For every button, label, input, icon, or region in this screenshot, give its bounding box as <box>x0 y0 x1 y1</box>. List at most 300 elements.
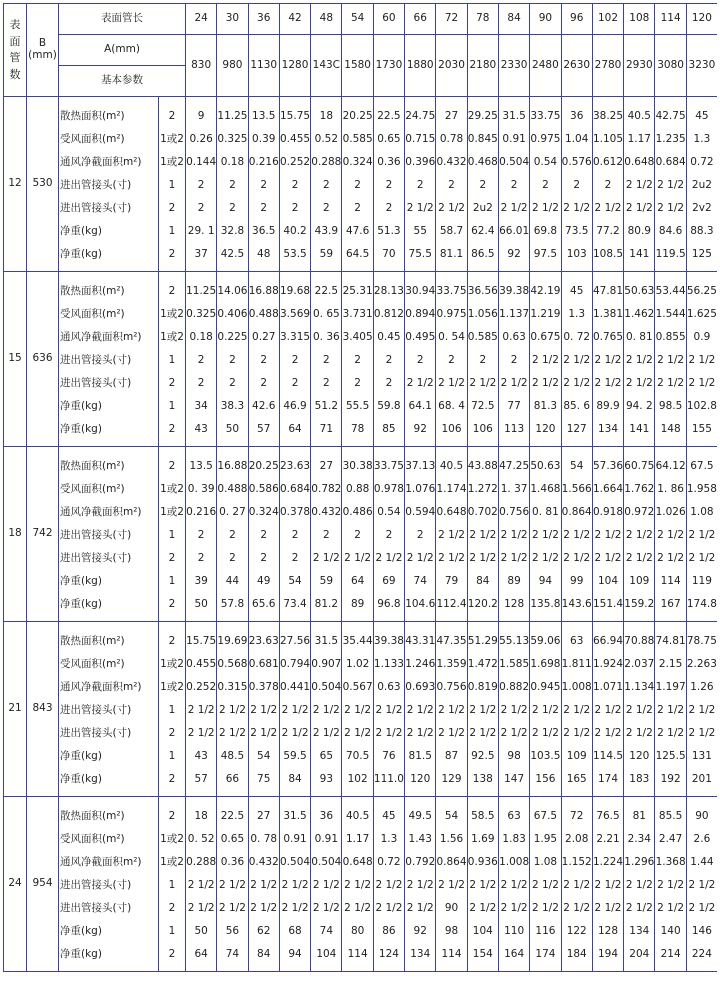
value-column <box>655 447 686 622</box>
qty-list <box>159 797 186 972</box>
cell-value: 2 1/2 <box>657 377 685 389</box>
cell-value: 89 <box>350 598 365 610</box>
value-column <box>530 97 561 272</box>
cell-value: 0.216 <box>248 156 279 168</box>
param-name: 净重(kg) <box>60 948 102 960</box>
cell-value: 0.782 <box>311 483 342 495</box>
cell-value: 56.25 <box>686 285 717 297</box>
value-column <box>530 797 561 972</box>
cell-value: 66.94 <box>592 635 624 647</box>
cell-value: 42.75 <box>655 110 686 122</box>
value-column <box>342 622 373 797</box>
cell-value: 47.25 <box>499 460 530 472</box>
cell-value: 60.75 <box>624 460 655 472</box>
cell-value: 120 <box>629 750 650 762</box>
cell-value: 58.7 <box>439 225 464 237</box>
cell-value: 0. 27 <box>219 506 246 518</box>
qty-value: 1 <box>168 750 176 762</box>
cell-value: 151.4 <box>592 598 624 610</box>
qty-value: 2 <box>168 285 176 297</box>
cell-value: 2 1/2 <box>531 727 559 739</box>
cell-value: 2 1/2 <box>594 529 622 541</box>
cell-value: 50 <box>225 423 240 435</box>
qty-value: 1或2 <box>160 681 184 693</box>
value-column <box>436 622 467 797</box>
cell-value: 76 <box>382 750 396 762</box>
cell-value: 0.702 <box>467 506 498 518</box>
cell-value: 2 1/2 <box>406 552 434 564</box>
cell-value: 0.675 <box>530 331 561 343</box>
cell-value: 1.924 <box>592 658 624 670</box>
cell-value: 0.406 <box>217 308 248 320</box>
cell-value: 16.88 <box>217 460 248 472</box>
cell-value: 54 <box>444 810 459 822</box>
cell-value: 2 1/2 <box>657 202 685 214</box>
cell-value: 31.5 <box>283 810 307 822</box>
b-unit: (mm) <box>28 49 57 61</box>
cell-value: 0.9 <box>693 331 711 343</box>
cell-value: 1.133 <box>373 658 404 670</box>
cell-value: 43.88 <box>467 460 498 472</box>
cell-value: 2 1/2 <box>625 704 653 716</box>
cell-value: 103.5 <box>530 750 561 762</box>
cell-value: 54 <box>257 750 271 762</box>
cell-value: 0.325 <box>217 133 248 145</box>
param-name: 净重(kg) <box>60 575 102 587</box>
cell-value: 85.5 <box>658 810 683 822</box>
cell-value: 0.432 <box>311 506 342 518</box>
value-column <box>592 97 623 272</box>
cell-value: 148 <box>660 423 681 435</box>
cell-value: 68 <box>288 925 302 937</box>
cell-value: 2 1/2 <box>406 879 434 891</box>
cell-value: 66.01 <box>499 225 530 237</box>
cell-value: 0.63 <box>502 331 526 343</box>
cell-value: 2 1/2 <box>469 879 497 891</box>
cell-value: 131 <box>691 750 712 762</box>
cell-value: 70.88 <box>624 635 655 647</box>
cell-value: 0.918 <box>592 506 624 518</box>
value-column <box>561 797 592 972</box>
cell-value: 1.235 <box>655 133 686 145</box>
cell-value: 0. 81 <box>625 331 653 343</box>
cell-value: 2 1/2 <box>594 354 622 366</box>
cell-value: 85. 6 <box>563 400 591 412</box>
cell-value: 2 <box>416 529 424 541</box>
cell-value: 51.2 <box>314 400 339 412</box>
cell-value: 2 1/2 <box>250 902 278 914</box>
cell-value: 43 <box>194 423 208 435</box>
cell-value: 11.25 <box>186 285 217 297</box>
cell-value: 109 <box>566 750 587 762</box>
param-name: 净重(kg) <box>60 423 102 435</box>
value-column <box>498 97 529 272</box>
a-value: 1130 <box>248 35 279 97</box>
length-value: 90 <box>530 4 561 35</box>
cell-value: 38.25 <box>592 110 624 122</box>
cell-value: 120.2 <box>467 598 498 610</box>
cell-value: 2 1/2 <box>281 902 309 914</box>
cell-value: 64.1 <box>408 400 432 412</box>
cell-value: 40.5 <box>627 110 651 122</box>
cell-value: 51.3 <box>377 225 401 237</box>
cell-value: 1.296 <box>624 856 655 868</box>
cell-value: 89 <box>507 575 521 587</box>
cell-value: 2 <box>291 179 299 191</box>
cell-value: 2 1/2 <box>187 704 215 716</box>
cell-value: 44 <box>225 575 240 587</box>
cell-value: 0.54 <box>533 156 558 168</box>
qty-value: 1 <box>168 400 176 412</box>
cell-value: 1.076 <box>405 483 436 495</box>
cell-value: 2 1/2 <box>312 552 340 564</box>
cell-value: 0.864 <box>561 506 592 518</box>
cell-value: 2 1/2 <box>657 704 685 716</box>
cell-value: 1.368 <box>655 856 686 868</box>
cell-value: 102 <box>347 773 368 785</box>
cell-value: 2 <box>322 202 330 214</box>
cell-value: 155 <box>691 423 712 435</box>
value-column <box>405 447 436 622</box>
cell-value: 2 <box>385 179 393 191</box>
cell-value: 20.25 <box>248 460 279 472</box>
cell-value: 64 <box>350 575 365 587</box>
length-value: 60 <box>373 4 404 35</box>
cell-value: 0.684 <box>655 156 686 168</box>
param-name: 进出管接头(寸) <box>60 377 132 389</box>
value-column <box>624 97 655 272</box>
cell-value: 64.5 <box>345 248 370 260</box>
cell-value: 55.5 <box>345 400 370 412</box>
length-value: 36 <box>248 4 279 35</box>
cell-value: 2 1/2 <box>344 902 372 914</box>
cell-value: 29. 1 <box>187 225 215 237</box>
cell-value: 1.69 <box>471 833 495 845</box>
cell-value: 2 1/2 <box>531 879 559 891</box>
cell-value: 1.152 <box>561 856 592 868</box>
cell-value: 1.197 <box>655 681 686 693</box>
cell-value: 0.975 <box>530 133 561 145</box>
cell-value: 2 <box>260 202 268 214</box>
qty-value: 2 <box>168 635 176 647</box>
cell-value: 2 1/2 <box>438 529 465 541</box>
cell-value: 18 <box>194 810 208 822</box>
cell-value: 66 <box>225 773 240 785</box>
cell-value: 0.585 <box>342 133 373 145</box>
cell-value: 2.6 <box>693 833 711 845</box>
value-column <box>530 622 561 797</box>
cell-value: 23.63 <box>248 635 279 647</box>
cell-value: 2 <box>385 529 393 541</box>
qty-value: 2 <box>168 902 176 914</box>
cell-value: 2 1/2 <box>625 902 653 914</box>
param-name: 进出管接头(寸) <box>60 202 132 214</box>
cell-value: 43.31 <box>405 635 436 647</box>
cell-value: 1.174 <box>436 483 467 495</box>
value-column <box>655 622 686 797</box>
cell-value: 0.594 <box>405 506 436 518</box>
value-column <box>186 97 217 272</box>
cell-value: 39.38 <box>373 635 404 647</box>
param-name: 净重(kg) <box>60 925 102 937</box>
cell-value: 2 1/2 <box>688 902 716 914</box>
params-header: 基本参数 <box>59 66 186 97</box>
tube-count-header-char: 表 <box>9 18 21 31</box>
tube-count-header-char: 管 <box>9 51 21 64</box>
cell-value: 2 <box>197 202 205 214</box>
cell-value: 2 1/2 <box>438 552 465 564</box>
cell-value: 2 <box>291 552 299 564</box>
cell-value: 0.756 <box>436 681 467 693</box>
cell-value: 2 <box>354 179 361 191</box>
cell-value: 47.35 <box>436 635 467 647</box>
cell-value: 2 <box>354 354 361 366</box>
cell-value: 53.44 <box>655 285 686 297</box>
cell-value: 2u2 <box>691 179 712 191</box>
cell-value: 33.75 <box>436 285 467 297</box>
cell-value: 1.83 <box>502 833 526 845</box>
value-column <box>686 447 717 622</box>
cell-value: 34 <box>194 400 208 412</box>
cell-value: 2 <box>385 202 393 214</box>
cell-value: 1.664 <box>592 483 624 495</box>
header-row-a <box>4 35 718 66</box>
cell-value: 0. 72 <box>563 331 591 343</box>
cell-value: 134 <box>597 423 619 435</box>
cell-value: 69.8 <box>533 225 558 237</box>
cell-value: 0.488 <box>217 483 248 495</box>
value-column <box>311 447 342 622</box>
cell-value: 0.26 <box>189 133 213 145</box>
param-name: 散热面积(m²) <box>60 460 125 472</box>
cell-value: 1.071 <box>592 681 624 693</box>
cell-value: 2 1/2 <box>218 727 246 739</box>
cell-value: 0.72 <box>377 856 401 868</box>
qty-value: 2 <box>168 202 176 214</box>
cell-value: 86.5 <box>471 248 495 260</box>
param-name: 通风净截面积m²) <box>60 856 142 868</box>
cell-value: 27 <box>319 460 334 472</box>
param-name: 散热面积(m²) <box>60 635 125 647</box>
cell-value: 0.63 <box>377 681 401 693</box>
cell-value: 2 1/2 <box>438 727 465 739</box>
value-column <box>561 97 592 272</box>
cell-value: 2 1/2 <box>531 552 559 564</box>
cell-value: 2 1/2 <box>344 704 372 716</box>
qty-value: 1或2 <box>160 331 184 343</box>
cell-value: 0.72 <box>690 156 714 168</box>
cell-value: 98 <box>507 750 521 762</box>
value-column <box>342 97 373 272</box>
cell-value: 2 1/2 <box>625 377 653 389</box>
cell-value: 18 <box>319 110 334 122</box>
cell-value: 59.5 <box>283 750 307 762</box>
a-value: 830 <box>186 35 217 97</box>
cell-value: 81.5 <box>408 750 432 762</box>
cell-value: 76.5 <box>596 810 620 822</box>
cell-value: 0.586 <box>248 483 279 495</box>
cell-value: 104 <box>316 948 337 960</box>
param-name: 散热面积(m²) <box>60 285 125 297</box>
cell-value: 81.1 <box>439 248 464 260</box>
cell-value: 0.972 <box>624 506 655 518</box>
cell-value: 134 <box>410 948 431 960</box>
cell-value: 2 1/2 <box>625 552 653 564</box>
cell-value: 2 <box>573 179 581 191</box>
cell-value: 2 <box>385 377 393 389</box>
cell-value: 49 <box>257 575 271 587</box>
cell-value: 111.0 <box>373 773 404 785</box>
cell-value: 2 <box>604 179 612 191</box>
value-column <box>311 272 342 447</box>
cell-value: 2 1/2 <box>344 727 372 739</box>
cell-value: 39 <box>194 575 208 587</box>
value-column <box>624 797 655 972</box>
cell-value: 0.91 <box>314 833 339 845</box>
cell-value: 64 <box>194 948 208 960</box>
cell-value: 2 <box>260 179 268 191</box>
cell-value: 65.6 <box>252 598 276 610</box>
param-name: 进出管接头(寸) <box>60 704 132 716</box>
value-column <box>592 622 623 797</box>
qty-value: 1 <box>168 179 176 191</box>
value-column <box>655 797 686 972</box>
cell-value: 67.5 <box>690 460 714 472</box>
a-header: A(mm) <box>59 35 186 66</box>
param-list <box>59 797 159 972</box>
cell-value: 2.21 <box>596 833 620 845</box>
cell-value: 70 <box>382 248 396 260</box>
cell-value: 2 1/2 <box>625 179 653 191</box>
cell-value: 19.68 <box>280 285 311 297</box>
cell-value: 2 1/2 <box>218 879 246 891</box>
cell-value: 1.958 <box>686 483 717 495</box>
cell-value: 108.5 <box>592 248 624 260</box>
value-column <box>217 447 248 622</box>
value-column <box>467 797 498 972</box>
b-label: B <box>38 37 47 50</box>
value-column <box>405 622 436 797</box>
cell-value: 2 1/2 <box>657 552 685 564</box>
cell-value: 84 <box>476 575 490 587</box>
value-column <box>279 97 310 272</box>
length-value: 102 <box>592 4 623 35</box>
cell-value: 28.13 <box>373 285 404 297</box>
qty-value: 1或2 <box>160 133 184 145</box>
cell-value: 2 1/2 <box>469 727 497 739</box>
cell-value: 0.975 <box>436 308 467 320</box>
cell-value: 114 <box>441 948 462 960</box>
spec-table <box>3 3 717 972</box>
cell-value: 147 <box>504 773 525 785</box>
cell-value: 2 1/2 <box>281 704 309 716</box>
cell-value: 0.894 <box>405 308 436 320</box>
cell-value: 2 <box>322 179 330 191</box>
cell-value: 51.29 <box>467 635 498 647</box>
cell-value: 1.625 <box>686 308 717 320</box>
cell-value: 106 <box>441 423 462 435</box>
cell-value: 78 <box>350 423 365 435</box>
cell-value: 0.396 <box>405 156 436 168</box>
cell-value: 2 1/2 <box>375 727 403 739</box>
cell-value: 2 1/2 <box>531 529 559 541</box>
cell-value: 2 1/2 <box>406 902 434 914</box>
cell-value: 0.794 <box>280 658 311 670</box>
value-column <box>186 447 217 622</box>
cell-value: 2 <box>322 377 330 389</box>
qty-value: 1 <box>168 925 176 937</box>
cell-value: 201 <box>691 773 712 785</box>
cell-value: 90 <box>444 902 459 914</box>
cell-value: 57.36 <box>592 460 624 472</box>
cell-value: 2 <box>322 354 330 366</box>
cell-value: 174 <box>535 948 556 960</box>
cell-value: 0.91 <box>502 133 526 145</box>
cell-value: 1.246 <box>405 658 436 670</box>
tube-count: 15 <box>4 272 27 447</box>
cell-value: 2 1/2 <box>500 202 528 214</box>
length-value: 42 <box>279 4 310 35</box>
value-column <box>624 622 655 797</box>
cell-value: 0.504 <box>280 856 311 868</box>
cell-value: 0.567 <box>342 681 373 693</box>
value-column <box>311 797 342 972</box>
cell-value: 79 <box>444 575 459 587</box>
cell-value: 0.756 <box>499 506 530 518</box>
param-name: 受风面积(m²) <box>60 483 125 495</box>
cell-value: 2.47 <box>658 833 683 845</box>
cell-value: 2 <box>416 354 424 366</box>
cell-value: 2 1/2 <box>625 727 653 739</box>
cell-value: 128 <box>597 925 619 937</box>
qty-value: 2 <box>168 460 176 472</box>
cell-value: 2 1/2 <box>563 879 591 891</box>
cell-value: 54 <box>288 575 302 587</box>
cell-value: 2 <box>260 377 268 389</box>
tube-group-row <box>4 622 718 797</box>
param-name: 受风面积(m²) <box>60 133 125 145</box>
value-column <box>405 272 436 447</box>
cell-value: 36 <box>570 110 584 122</box>
cell-value: 81.2 <box>314 598 339 610</box>
cell-value: 63 <box>507 810 521 822</box>
cell-value: 1.95 <box>533 833 558 845</box>
cell-value: 2 1/2 <box>438 202 465 214</box>
cell-value: 73.4 <box>283 598 307 610</box>
cell-value: 81.3 <box>533 400 558 412</box>
cell-value: 2 1/2 <box>281 727 309 739</box>
cell-value: 62 <box>257 925 271 937</box>
cell-value: 1. 37 <box>500 483 528 495</box>
cell-value: 1.472 <box>467 658 498 670</box>
cell-value: 0.39 <box>252 133 276 145</box>
value-column <box>561 447 592 622</box>
cell-value: 1.762 <box>624 483 655 495</box>
value-column <box>686 272 717 447</box>
cell-value: 2 1/2 <box>688 377 716 389</box>
cell-value: 2 1/2 <box>469 552 497 564</box>
value-column <box>624 447 655 622</box>
cell-value: 2 1/2 <box>657 529 685 541</box>
cell-value: 90 <box>695 810 709 822</box>
cell-value: 72 <box>570 810 584 822</box>
cell-value: 98.5 <box>658 400 683 412</box>
cell-value: 1.26 <box>690 681 714 693</box>
cell-value: 0.486 <box>342 506 373 518</box>
cell-value: 2 1/2 <box>594 202 622 214</box>
cell-value: 1.359 <box>436 658 467 670</box>
value-column <box>373 272 404 447</box>
